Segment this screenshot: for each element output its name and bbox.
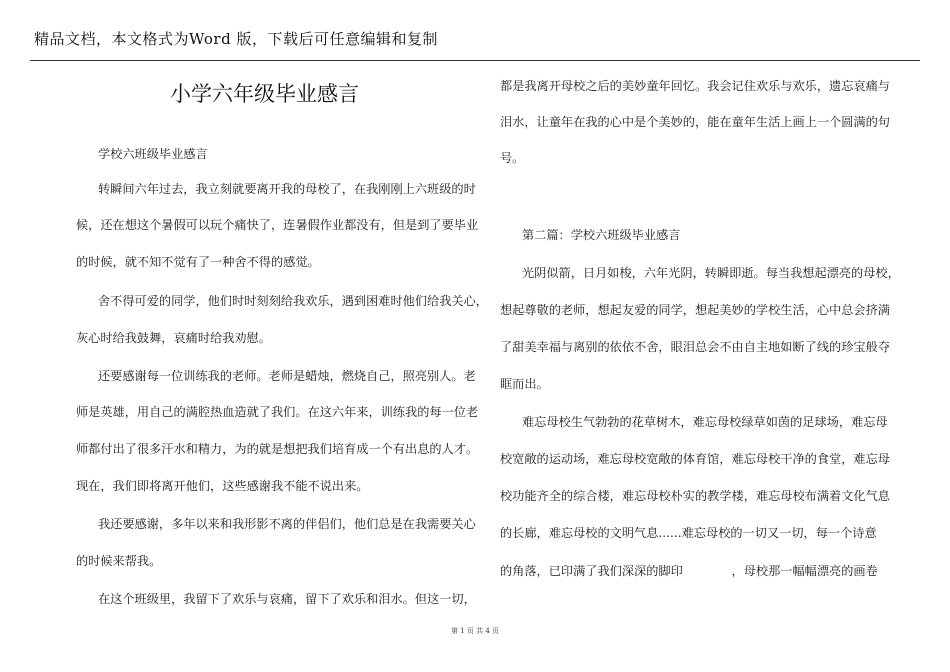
left-line-7: 师是英雄，用自己的满腔热血造就了我们。在这六年来，训练我的每一位老: [76, 405, 479, 419]
right-line-5: 想起尊敬的老师，想起友爱的同学，想起美妙的学校生活，心中总会挤满: [500, 303, 890, 317]
right-line-0: 都是我离开母校之后的美妙童年回忆。我会记住欢乐与欢乐，遗忘哀痛与: [500, 79, 890, 93]
left-line-2: 候，还在想这个暑假可以玩个痛快了，连暑假作业都没有，但是到了要毕业: [76, 218, 479, 232]
left-line-1: 转瞬间六年过去，我立刻就要离开我的母校了，在我刚刚上六班级的时: [98, 182, 476, 196]
document-title: 小学六年级毕业感言: [170, 82, 359, 106]
left-line-3: 的时候，就不知不觉有了一种舍不得的感觉。: [76, 255, 320, 269]
right-line-7: 眶而出。: [500, 377, 549, 391]
left-line-11: 的时候来帮我。: [76, 554, 162, 568]
right-line-4: 光阴似箭，日月如梭，六年光阴，转瞬即逝。每当我想起漂亮的母校，: [522, 266, 900, 280]
page-number: 第 1 页 共 4 页: [450, 627, 500, 635]
right-line-6: 了甜美幸福与离别的依依不舍，眼泪总会不由自主地如断了线的珍宝般夺: [500, 340, 890, 354]
left-line-10: 我还要感谢，多年以来和我形影不离的伴侣们，他们总是在我需要关心: [98, 517, 476, 531]
left-line-6: 还要感谢每一位训练我的老师。老师是蜡烛，燃烧自己，照亮别人。老: [98, 369, 476, 383]
right-line-1: 泪水，让童年在我的心中是个美妙的，能在童年生活上画上一个圆满的句: [500, 115, 890, 129]
left-line-5: 灰心时给我鼓舞，哀痛时给我劝慰。: [76, 331, 271, 345]
right-line-12: 的角落，已印满了我们深深的脚印 ，母校那一幅幅漂亮的画卷: [500, 564, 878, 578]
left-line-4: 舍不得可爱的同学，他们时时刻刻给我欢乐，遇到困难时他们给我关心，: [98, 294, 488, 308]
right-line-2: 号。: [500, 151, 525, 165]
left-line-12: 在这个班级里，我留下了欢乐与哀痛，留下了欢乐和泪水。但这一切，: [98, 592, 476, 606]
right-line-10: 校功能齐全的综合楼，难忘母校朴实的教学楼，难忘母校布满着文化气息: [500, 489, 890, 503]
header-text: 精品文档，本文格式为Word 版，下载后可任意编辑和复制: [34, 30, 438, 48]
document-header: [30, 8, 920, 61]
right-line-11: 的长廊，难忘母校的文明气息......难忘母校的一切又一切，每一个诗意: [500, 526, 877, 540]
left-line-9: 现在，我们即将离开他们，这些感谢我不能不说出来。: [76, 479, 369, 493]
right-line-9: 校宽敞的运动场，难忘母校宽敞的体育馆，难忘母校干净的食堂，难忘母: [500, 452, 890, 466]
left-line-0: 学校六班级毕业感言: [98, 147, 208, 161]
left-line-8: 师都付出了很多汗水和精力，为的就是想把我们培育成一个有出息的人才。: [76, 442, 479, 456]
right-line-8: 难忘母校生气勃勃的花草树木，难忘母校绿草如茵的足球场，难忘母: [522, 415, 888, 429]
right-line-3: 第二篇：学校六班级毕业感言: [522, 228, 681, 242]
